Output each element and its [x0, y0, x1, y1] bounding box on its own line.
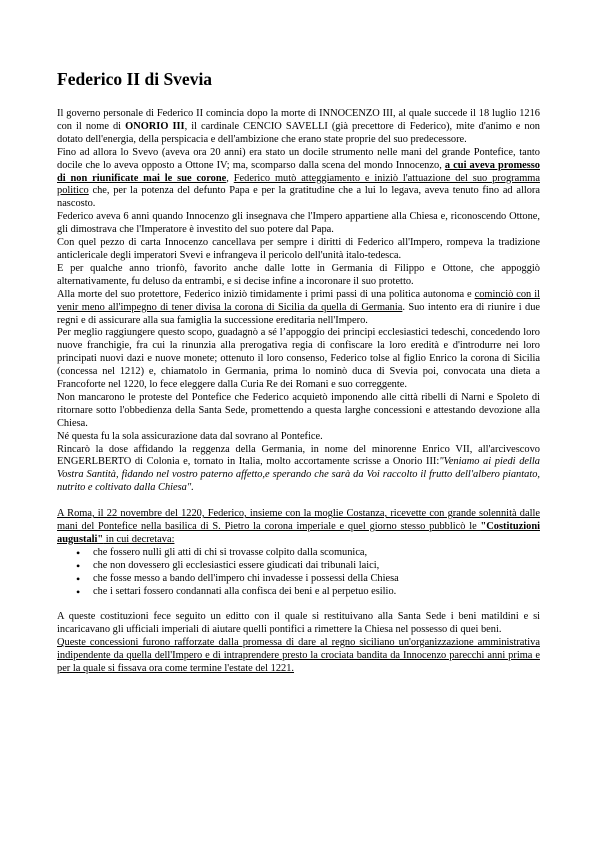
spacer	[57, 598, 540, 611]
paragraph-six-years: Federico aveva 6 anni quando Innocenzo gli insegnava che l'Impero appartiene alla Chiesa e, riconoscendo Ottone, gli dimostrava che l'Imperatore è investito del suo potere dal Papa.	[57, 211, 540, 236]
text-run: in cui decretava:	[103, 533, 175, 545]
list-item: • che non dovessero gli ecclesiastici essere giudicati dai tribunali laici,	[93, 560, 540, 573]
text-run: , il cardinale CENCIO SAVELLI (già precettore di Federico), mite d'animo e non dotato dell'energia, della perspicacia e dell'ambizione che erano state proprie del suo predecessore.	[57, 120, 540, 145]
crown-underlined: cominciò con il venir meno all'impegno di tener divisa la corona di Sicilia da quella di Germania	[57, 288, 540, 313]
text-run: A Roma, il 22 novembre del 1220, Federico, insieme con la moglie Costanza, ricevette con grande solennità dalle mani del Pontefice nella basilica di S. Pietro la corona imperiale e quel giorno stesso pubblicò le	[57, 508, 540, 532]
document-body	[57, 108, 540, 676]
text-run: Fino ad allora lo Svevo (aveva ora 20 anni) era stato un docile strumento nelle mani del grande Pontefice, tanto docile che lo aveva opposto a Ottone IV; ma, scomparso dalla scena del mondo Innocenzo,	[57, 146, 540, 171]
paragraph-regency	[57, 444, 540, 496]
text-run: Rincarò la dose affidando la reggenza della Germania, in nome del minorenne Enrico VII, all'arcivescovo ENGERLBERTO di Colonia e, tornato in Italia, molto accortamente scrisse a Onorio III:	[57, 443, 540, 468]
constitutions-bold: "Costituzioni augustali"	[57, 520, 540, 545]
text-run: Il governo personale di Federico II comincia dopo la morte di INNOCENZO III, al quale succede il 18 luglio 1216 con il nome di	[57, 108, 540, 132]
page-title: Federico II di Svevia	[57, 69, 213, 89]
text-run: Alla morte del suo protettore, Federico iniziò timidamente i primi passi di una politica autonoma e	[57, 288, 475, 300]
paragraph-rome	[57, 508, 540, 547]
paragraph-protests: Non mancarono le proteste del Pontefice che Federico acquietò imponendo alle città ribelli di Narni e Spoleto di ritornare sotto l'obbedienza della Santa Sede, promettendo a questa larghe concessioni e attestando devozione alla Chiesa.	[57, 391, 540, 429]
pope-name-bold: ONORIO III	[125, 120, 185, 132]
list-item: • che fossero nulli gli atti di chi si trovasse colpito dalla scomunica,	[93, 547, 540, 560]
spacer	[57, 495, 540, 508]
text-run: . Suo intento era di riunire i due regni e di assicurare alla sua famiglia la successione ereditaria nell'Impero.	[57, 301, 540, 326]
text-run: che, per la potenza del defunto Papa e per la gratitudine che a lui lo legava, aveva tenuto fino ad allora nascosto.	[57, 185, 540, 210]
paragraph-concessions: Queste concessioni furono rafforzate dalla promessa di dare al regno siciliano un'organizzazione amministrativa indipendente da quella dell'Impero e di intraprendere presto la crociata bandita da Innocenzo parecchi anni prima e per la quale si fissava ora come termine l'estate del 1221.	[57, 637, 540, 674]
paragraph-assurance: Né questa fu la sola assicurazione data dal sovrano al Pontefice.	[57, 430, 323, 442]
quote-italic: "Veniamo ai piedi della Vostra Santità, fidando nel vostro paterno affetto,e sperando che sarà da Voi raccolto il frutto dell'albero piantato, nutrito e coltivato dalla Chiesa".	[57, 456, 540, 494]
paragraph-docile	[57, 147, 540, 212]
paragraph-intro	[57, 108, 540, 147]
paragraph-edict: A queste costituzioni fece seguito un editto con il quale si restituivano alla Santa Sede i beni matildini e si incaricavano gli ufficiali imperiali di aiutare quelli pontifici a rimettere la Chiesa nel possesso di quei beni.	[57, 611, 540, 636]
paragraph-princes: Per meglio raggiungere questo scopo, guadagnò a sé l’appoggio dei principi ecclesiastici tedeschi, concedendo loro nuove franchigie, fra cui la rinunzia alla prerogativa regia di confiscare la loro eredità e d'introdurre nei loro principati nuovi dazi e nuove monete; ottenuto il loro consenso, Federico tolse al figlio Enrico la corona di Sicilia (concessa nel 1212) e, chiamatolo in Germania, prima lo nominò duca di Svevia poi, convocata una dieta a Francoforte nel 1220, lo fece eleggere dalla Curia Re dei Romani e suo correggente.	[57, 327, 540, 391]
paragraph-paper: Con quel pezzo di carta Innocenzo cancellava per sempre i diritti di Federico all'Impero, rompeva la tradizione anticlericale degli imperatori Svevi e infrangeva il pericolo dell'unità italo-tedesca.	[57, 237, 540, 261]
list-item: • che fosse messo a bando dell'impero chi invadesse i possessi della Chiesa	[93, 573, 540, 586]
promise-underlined: a cui aveva promesso di non riunificate mai le sue corone	[57, 159, 540, 184]
list-item: • che i settari fossero condannati alla confisca dei beni e al perpetuo esilio.	[93, 586, 540, 599]
paragraph-triumph: E per qualche anno trionfò, favorito anche dalle lotte in Germania di Filippo e Ottone, che appoggiò alternativamente, fu deluso da entrambi, e si decise infine a incoronare il suo protetto.	[57, 262, 540, 287]
change-underlined: Federico mutò atteggiamento e iniziò l'attuazione del suo programma politico	[57, 172, 540, 197]
decrees-list	[57, 547, 540, 599]
paragraph-autonomy	[57, 289, 540, 328]
text-run: ,	[226, 172, 234, 184]
